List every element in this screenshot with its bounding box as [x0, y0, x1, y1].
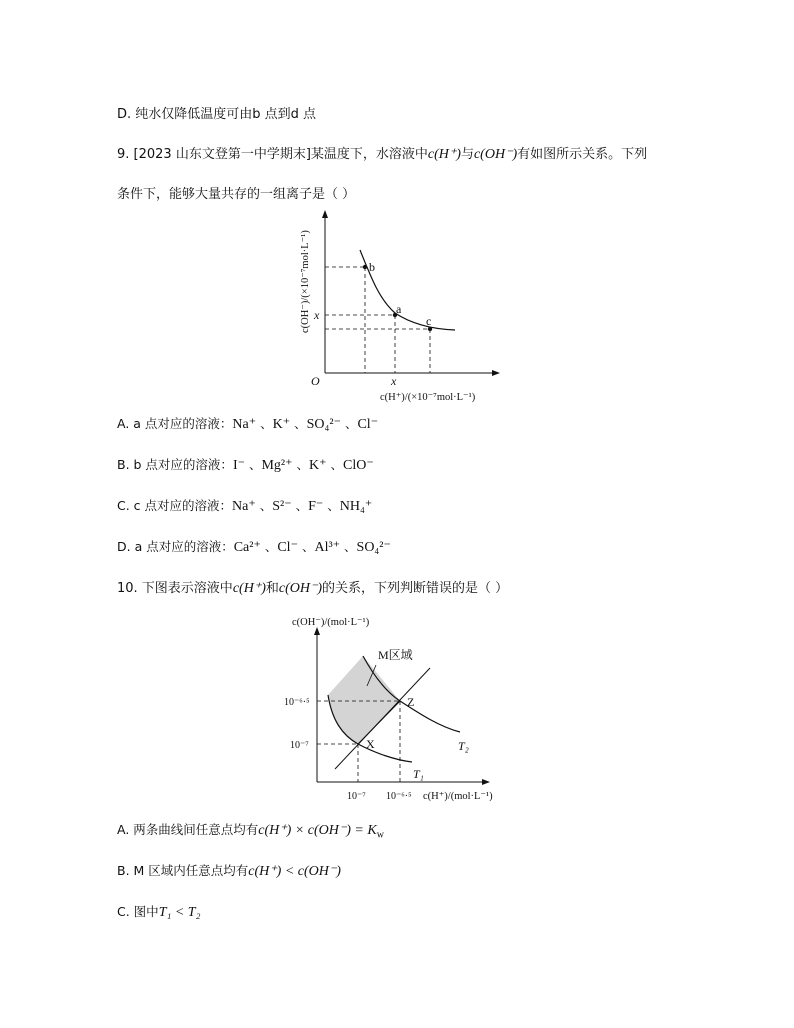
q9-option-b-ion: ClO⁻ — [343, 458, 374, 473]
q10-y-axis-label: c(OH⁻)/(mol·L⁻¹) — [292, 617, 370, 628]
q9-option-d-ion: SO₄²⁻ — [356, 540, 391, 555]
q10-label-t1: T₁ — [413, 767, 424, 781]
q9-option-a: A. a 点对应的溶液：Na⁺ 、K⁺ 、SO₄²⁻ 、Cl⁻ — [117, 416, 379, 432]
q9-stem-mid: 与 — [460, 147, 474, 162]
q9-x-axis-label: c(H⁺)/(×10⁻⁷mol·L⁻¹) — [380, 392, 476, 403]
q9-y-tick-x: x — [314, 308, 320, 322]
q10-option-c-prefix: C. 图中 — [117, 904, 159, 919]
q10-y-arrow — [314, 627, 320, 635]
q9-label-a: a — [396, 302, 402, 316]
q9-option-c-ion: NH₄⁺ — [339, 499, 373, 514]
q10-stem-mid: 和 — [265, 581, 279, 596]
q9-stem-post: 有如图所示关系。下列 — [517, 147, 648, 162]
q9-y-arrow — [322, 210, 328, 218]
q9-option-b: B. b 点对应的溶液：I⁻ 、Mg²⁺ 、K⁺ 、ClO⁻ — [117, 457, 374, 473]
q9-option-c-ion: F⁻ — [308, 499, 324, 514]
q9-label-c: c — [426, 314, 432, 328]
q10-x-axis-label: c(H⁺)/(mol·L⁻¹) — [423, 791, 493, 802]
q10-ch: c(H⁺) — [232, 581, 266, 596]
q9-option-b-prefix: B. b 点对应的溶液： — [117, 457, 233, 472]
q9-x-arrow — [492, 370, 500, 376]
q10-x-tick-right: 10⁻⁶·⁵ — [386, 791, 412, 802]
q9-option-b-ion: I⁻ — [232, 458, 245, 473]
q10-option-c — [117, 902, 200, 921]
q9-y-axis-label: c(OH⁻)/(×10⁻⁷mol·L⁻¹) — [300, 230, 311, 333]
q9-origin: O — [311, 374, 320, 388]
q10-x-tick-left: 10⁻⁷ — [347, 791, 366, 802]
q9-option-d-ion: Cl⁻ — [277, 540, 298, 555]
q9-option-a-ion: SO₄²⁻ — [306, 417, 341, 432]
q10-coh: c(OH⁻) — [278, 581, 323, 596]
q10-option-a-sub: w — [376, 829, 384, 841]
q10-option-a-expr: c(H⁺) × c(OH⁻) = K — [258, 823, 377, 838]
q10-label-m-region: M区域 — [378, 648, 413, 662]
q10-option-a-prefix: A. 两条曲线间任意点均有 — [117, 822, 259, 837]
q10-stem — [117, 577, 508, 597]
q10-option-b-prefix: B. M 区域内任意点均有 — [117, 863, 249, 878]
q10-label-x: X — [366, 737, 375, 751]
q9-option-d-ion: Al³⁺ — [314, 540, 341, 555]
q9-option-c-prefix: C. c 点对应的溶液： — [117, 498, 233, 513]
q9-option-d: D. a 点对应的溶液：Ca²⁺ 、Cl⁻ 、Al³⁺ 、SO₄²⁻ — [117, 539, 391, 555]
q9-option-b-ion: K⁺ — [309, 458, 327, 473]
q10-stem-post: 的关系，下列判断错误的是（ ） — [322, 581, 509, 596]
q9-stem-pre: 9. [2023 山东文登第一中学期末]某温度下，水溶液中 — [117, 147, 428, 162]
q9-option-c: C. c 点对应的溶液：Na⁺ 、S²⁻ 、F⁻ 、NH₄⁺ — [117, 498, 373, 514]
q9-point-b — [363, 265, 367, 269]
q9-stem-line1 — [117, 143, 647, 163]
q9-option-d-ion: Ca²⁺ — [233, 540, 261, 555]
q10-y-tick-bottom: 10⁻⁷ — [290, 740, 309, 751]
q9-option-c-ion: S²⁻ — [272, 499, 292, 514]
q9-option-b-ion: Mg²⁺ — [261, 458, 293, 473]
q10-x-arrow — [482, 779, 490, 785]
q10-figure — [280, 610, 520, 810]
q10-y-tick-top: 10⁻⁶·⁵ — [284, 697, 310, 708]
q10-option-b — [117, 861, 341, 880]
q10-label-t2: T₂ — [458, 739, 469, 753]
q10-stem-pre: 10. 下图表示溶液中 — [117, 581, 233, 596]
q10-m-region — [328, 656, 400, 744]
q10-label-z: Z — [407, 695, 415, 709]
q9-option-a-ion: Na⁺ — [232, 417, 257, 432]
q9-option-a-prefix: A. a 点对应的溶液： — [117, 416, 233, 431]
q10-option-a — [117, 820, 384, 841]
q9-option-d-prefix: D. a 点对应的溶液： — [117, 539, 234, 554]
q9-figure — [290, 205, 510, 405]
q9-x-tick-x: x — [391, 374, 397, 388]
q9-ch: c(H⁺) — [427, 147, 461, 162]
q9-stem-line2: 条件下，能够大量共存的一组离子是（ ） — [117, 187, 356, 202]
q8-option-d: D. 纯水仅降低温度可由b 点到d 点 — [117, 107, 317, 122]
q9-option-c-ion: Na⁺ — [232, 499, 256, 514]
q10-option-c-expr: T₁ < T₂ — [158, 905, 201, 920]
q9-coh: c(OH⁻) — [473, 147, 518, 162]
q9-option-a-ion: K⁺ — [272, 417, 291, 432]
q9-label-b: b — [369, 260, 375, 274]
q9-option-a-ion: Cl⁻ — [357, 417, 379, 432]
q10-option-b-expr: c(H⁺) < c(OH⁻) — [248, 864, 341, 879]
